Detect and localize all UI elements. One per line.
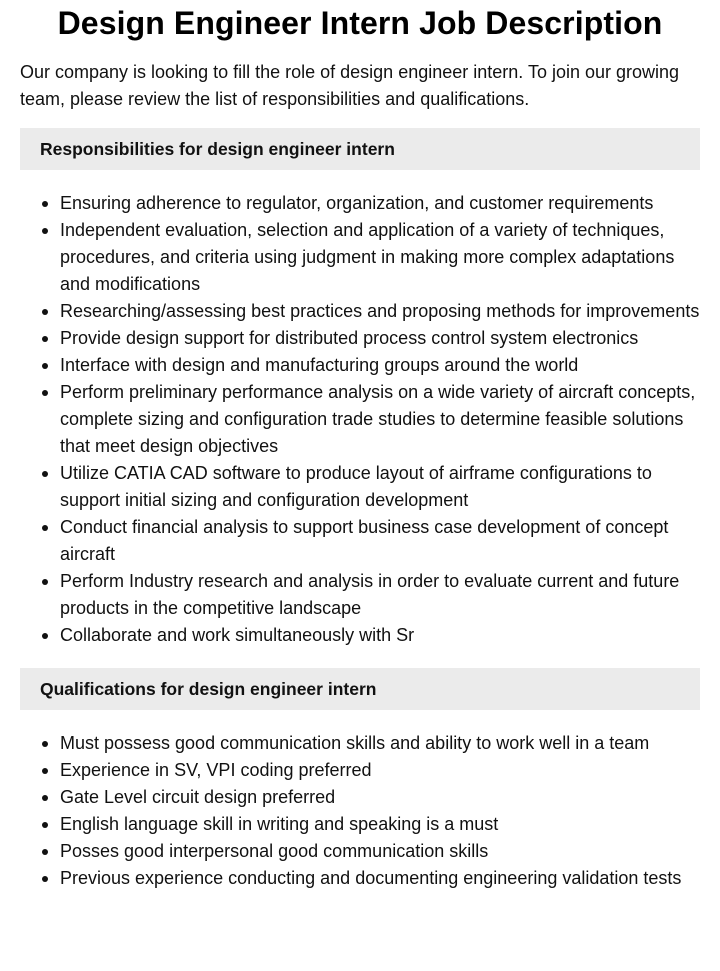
responsibilities-list bbox=[20, 170, 700, 649]
bullet-icon bbox=[42, 336, 48, 342]
responsibilities-heading: Responsibilities for design engineer intern bbox=[20, 128, 700, 170]
qualifications-heading: Qualifications for design engineer intern bbox=[20, 668, 700, 710]
list-item bbox=[60, 730, 700, 757]
list-item-text: English language skill in writing and speaking is a must bbox=[60, 814, 499, 834]
bullet-icon bbox=[42, 390, 48, 396]
bullet-icon bbox=[42, 201, 48, 207]
list-item bbox=[60, 379, 700, 460]
list-item bbox=[60, 217, 700, 298]
bullet-icon bbox=[42, 579, 48, 585]
list-item bbox=[60, 622, 700, 649]
bullet-icon bbox=[42, 633, 48, 639]
list-item-text: Collaborate and work simultaneously with Sr bbox=[60, 625, 415, 645]
list-item-text: Researching/assessing best practices and proposing methods for improvements bbox=[60, 301, 700, 321]
list-item bbox=[60, 568, 700, 622]
list-item-text: Ensuring adherence to regulator, organization, and customer requirements bbox=[60, 193, 654, 213]
list-item-text: Gate Level circuit design preferred bbox=[60, 787, 336, 807]
list-item bbox=[60, 460, 700, 514]
list-item-text: Interface with design and manufacturing groups around the world bbox=[60, 355, 579, 375]
list-item-text: Perform preliminary performance analysis on a wide variety of aircraft concepts, complete sizing and configuration trade studies to determine feasible solutions that meet design objectives bbox=[60, 382, 696, 456]
bullet-icon bbox=[42, 471, 48, 477]
list-item bbox=[60, 838, 700, 865]
list-item-text: Experience in SV, VPI coding preferred bbox=[60, 760, 372, 780]
list-item-text: Posses good interpersonal good communication skills bbox=[60, 841, 489, 861]
list-item-text: Previous experience conducting and documenting engineering validation tests bbox=[60, 868, 682, 888]
bullet-icon bbox=[42, 741, 48, 747]
qualifications-list bbox=[20, 710, 700, 892]
list-item-text: Provide design support for distributed process control system electronics bbox=[60, 328, 639, 348]
list-item-text: Independent evaluation, selection and application of a variety of techniques, procedures, and criteria using judgment in making more complex adaptations and modifications bbox=[60, 220, 675, 294]
list-item bbox=[60, 298, 700, 325]
list-item bbox=[60, 514, 700, 568]
list-item-text: Must possess good communication skills and ability to work well in a team bbox=[60, 733, 650, 753]
bullet-icon bbox=[42, 228, 48, 234]
list-item bbox=[60, 865, 700, 892]
list-item-text: Conduct financial analysis to support business case development of concept aircraft bbox=[60, 517, 669, 564]
list-item-text: Perform Industry research and analysis in order to evaluate current and future products in the competitive landscape bbox=[60, 571, 680, 618]
intro-paragraph: Our company is looking to fill the role of design engineer intern. To join our growing team, please review the list of responsibilities and qualifications. bbox=[20, 62, 680, 109]
list-item bbox=[60, 757, 700, 784]
bullet-icon bbox=[42, 768, 48, 774]
list-item bbox=[60, 784, 700, 811]
bullet-icon bbox=[42, 525, 48, 531]
bullet-icon bbox=[42, 309, 48, 315]
bullet-icon bbox=[42, 876, 48, 882]
bullet-icon bbox=[42, 822, 48, 828]
list-item bbox=[60, 190, 700, 217]
list-item bbox=[60, 325, 700, 352]
bullet-icon bbox=[42, 363, 48, 369]
bullet-icon bbox=[42, 795, 48, 801]
list-item bbox=[60, 352, 700, 379]
list-item-text: Utilize CATIA CAD software to produce layout of airframe configurations to support initial sizing and configuration development bbox=[60, 463, 652, 510]
bullet-icon bbox=[42, 849, 48, 855]
list-item bbox=[60, 811, 700, 838]
page-title: Design Engineer Intern Job Description bbox=[57, 5, 663, 41]
